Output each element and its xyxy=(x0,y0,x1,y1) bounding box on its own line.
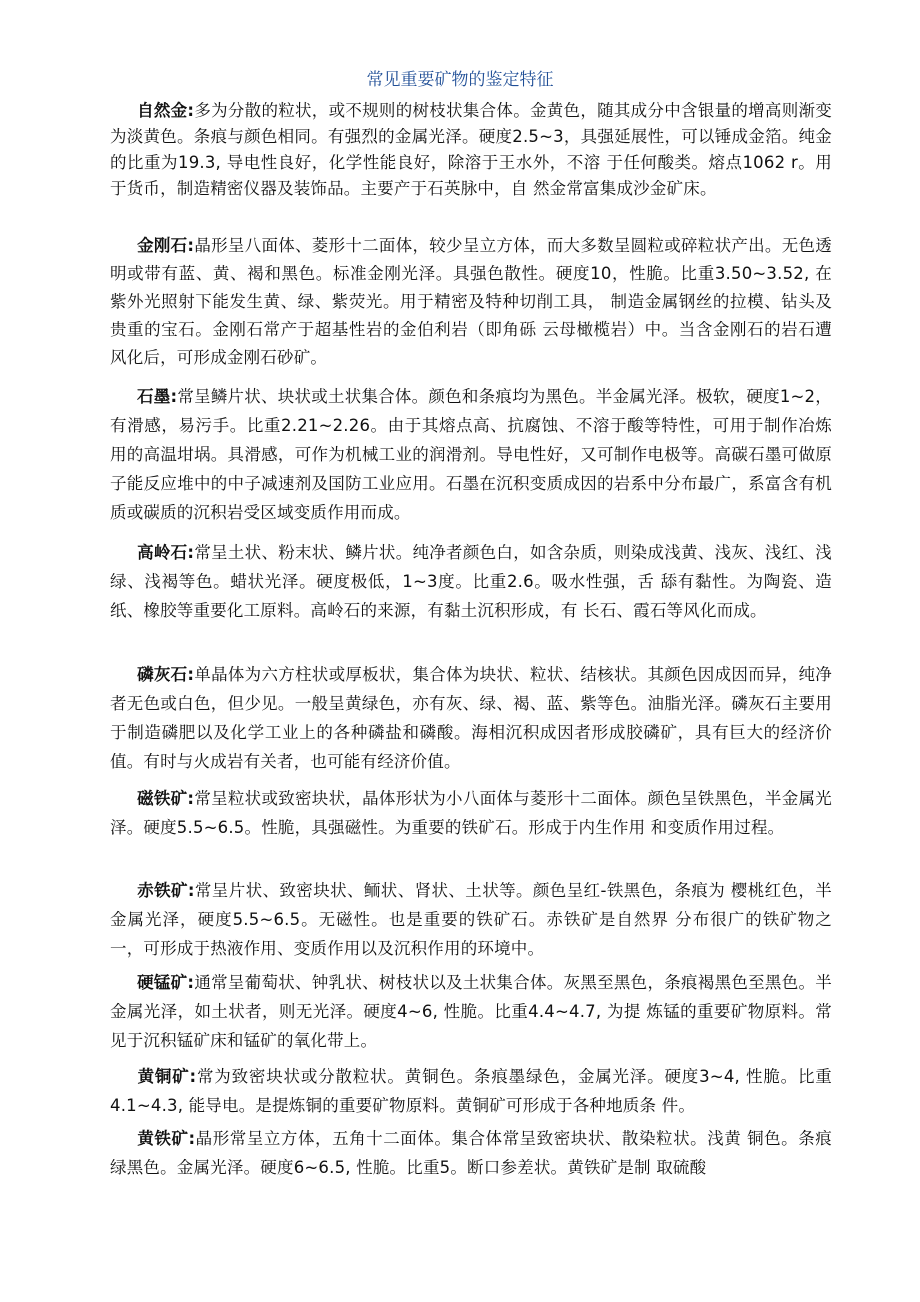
entry-native-gold xyxy=(110,98,832,202)
page-title: 常见重要矿物的鉴定特征 xyxy=(366,70,554,90)
entry-text: 晶形呈八面体、菱形十二面体，较少呈立方体，而大多数呈圆粒或碎粒状产出。无色透明或带有蓝、黄、褐和黑色。标准金刚光泽。具强色散性。硬度10，性脆。比重3.50~3.52, 在紫外光照射下能发生黄、绿、紫荧光。用于精密及特种切削工具， 制造金属钢丝的拉模、钻头及贵重的宝石。金刚石常产于超基性岩的金伯利岩（即角砾 云母橄榄岩）中。当含金刚石的岩石遭风化后，可形成金刚石砂矿。 xyxy=(110,236,832,367)
entry-name: 黄铁矿: xyxy=(137,1129,196,1148)
entry-text: 多为分散的粒状，或不规则的树枝状集合体。金黄色，随其成分中含银量的增高则渐变为淡黄色。条痕与颜色相同。有强烈的金属光泽。硬度2.5~3，具强延展性，可以锤成金箔。纯金的比重为19.3, 导电性良好，化学性能良好，除溶于王水外，不溶 于任何酸类。熔点1062 r。用于货币，制造精密仪器及装饰品。主要产于石英脉中，自 然金常富集成沙金矿床。 xyxy=(110,101,832,198)
entry-name: 赤铁矿: xyxy=(137,881,195,900)
entry-text: 常呈片状、致密块状、鲕状、肾状、土状等。颜色呈红-铁黑色，条痕为 樱桃红色，半金属光泽，硬度5.5~6.5。无磁性。也是重要的铁矿石。赤铁矿是自然界 分布很广的铁矿物之一，可形成于热液作用、变质作用以及沉积作用的环境中。 xyxy=(110,881,832,958)
entry-text: 常呈粒状或致密块状，晶体形状为小八面体与菱形十二面体。颜色呈铁黑色，半金属光泽。硬度5.5~6.5。性脆，具强磁性。为重要的铁矿石。形成于内生作用 和变质作用过程。 xyxy=(110,789,832,837)
entry-text: 晶形常呈立方体，五角十二面体。集合体常呈致密块状、散染粒状。浅黄 铜色。条痕绿黑色。金属光泽。硬度6~6.5, 性脆。比重5。断口参差状。黄铁矿是制 取硫酸 xyxy=(110,1129,832,1177)
entry-name: 黄铜矿: xyxy=(137,1067,197,1086)
entry-name: 磁铁矿: xyxy=(137,789,195,808)
entry-text: 通常呈葡萄状、钟乳状、树枝状以及土状集合体。灰黑至黑色，条痕褐黑色至黑色。半金属光泽，如土状者，则无光泽。硬度4~6, 性脆。比重4.4~4.7, 为提 炼锰的重要矿物原料。常见于沉积锰矿床和锰矿的氧化带上。 xyxy=(110,973,832,1050)
entry-name: 磷灰石: xyxy=(137,665,195,684)
entry-text: 常呈鳞片状、块状或土状集合体。颜色和条痕均为黑色。半金属光泽。极软，硬度1~2，有滑感，易污手。比重2.21~2.26。由于其熔点高、抗腐蚀、不溶于酸等特性，可用于制作冶炼用的高温坩埚。具滑感，可作为机械工业的润滑剂。导电性好，又可制作电极等。高碳石墨可做原子能反应堆中的中子减速剂及国防工业应用。石墨在沉积变质成因的岩系中分布最广，系富含有机质或碳质的沉积岩受区域变质作用而成。 xyxy=(110,387,832,522)
entry-psilomelane xyxy=(110,968,832,1055)
entry-name: 自然金: xyxy=(137,101,195,120)
entry-diamond xyxy=(110,232,832,372)
entry-chalcopyrite xyxy=(110,1062,832,1120)
entry-kaolinite xyxy=(110,538,832,625)
entry-text: 单晶体为六方柱状或厚板状，集合体为块状、粒状、结核状。其颜色因成因而异，纯净者无色或白色，但少见。一般呈黄绿色，亦有灰、绿、褐、蓝、紫等色。油脂光泽。磷灰石主要用于制造磷肥以及化学工业上的各种磷盐和磷酸。海相沉积成因者形成胶磷矿，具有巨大的经济价值。有时与火成岩有关者，也可能有经济价值。 xyxy=(110,665,832,771)
entry-graphite xyxy=(110,382,832,527)
entry-magnetite xyxy=(110,784,832,842)
entry-apatite xyxy=(110,660,832,776)
entry-name: 高岭石: xyxy=(137,543,195,562)
entry-hematite xyxy=(110,876,832,963)
entry-pyrite xyxy=(110,1124,832,1182)
entry-text: 常为致密块状或分散粒状。黄铜色。条痕墨绿色，金属光泽。硬度3~4, 性脆。比重4.1~4.3, 能导电。是提炼铜的重要矿物原料。黄铜矿可形成于各种地质条 件。 xyxy=(110,1067,832,1115)
entry-text: 常呈土状、粉末状、鳞片状。纯净者颜色白，如含杂质，则染成浅黄、浅灰、浅红、浅绿、浅褐等色。蜡状光泽。硬度极低，1~3度。比重2.6。吸水性强，舌 舔有黏性。为陶瓷、造纸、橡胶等重要化工原料。高岭石的来源，有黏土沉积形成，有 长石、霞石等风化而成。 xyxy=(110,543,832,620)
entry-name: 金刚石: xyxy=(137,236,195,255)
entry-name: 硬锰矿: xyxy=(137,973,195,992)
entry-name: 石墨: xyxy=(137,387,178,406)
